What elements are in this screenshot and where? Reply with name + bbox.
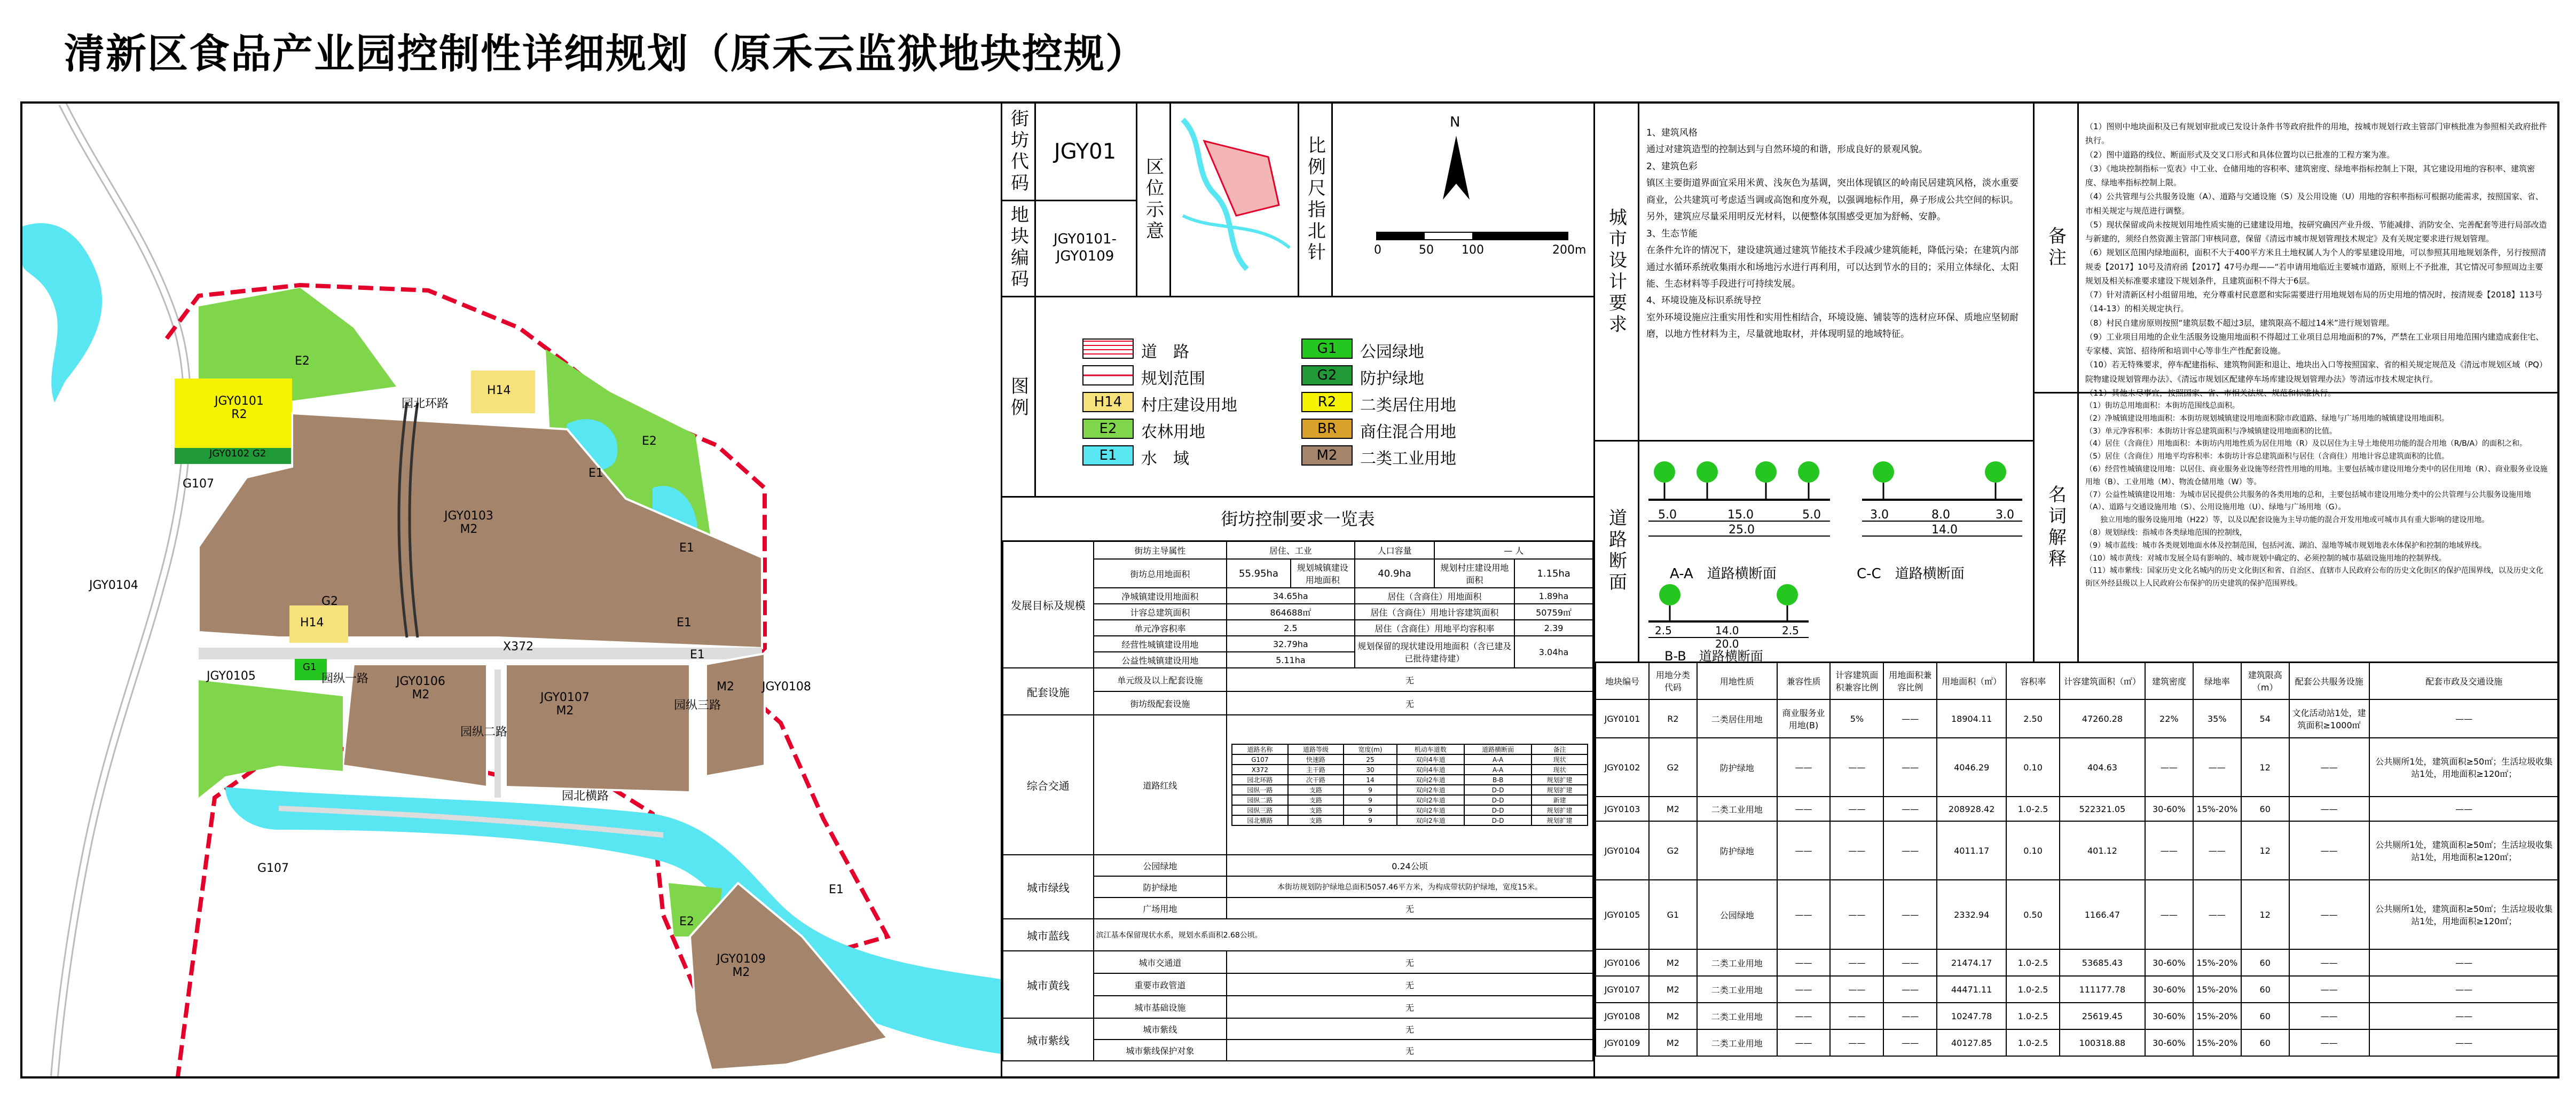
- legend-m2-swatch: M2: [1301, 445, 1353, 466]
- control-table-title: 街坊控制要求一览表: [1221, 509, 1375, 529]
- info-column: [1002, 104, 1593, 1076]
- section-cc-dim-3: 3.0: [1996, 508, 2014, 522]
- design-label: 城市设计要求: [1605, 208, 1627, 336]
- legend-h14-swatch: H14: [1082, 392, 1134, 412]
- table-row: JGY0105 G1 公园绿地 —— —— —— 2332.94 0.50 1166.47 —— —— 12 —— 公共厕所1处，建筑面积≥50㎡；生活垃圾收集站1处，用地面积≥120㎡；: [1596, 880, 2559, 949]
- zone-label-e1-d: E1: [829, 883, 844, 896]
- map-label-jgy0101: JGY0101 R2: [215, 395, 264, 421]
- road-label-x372: X372: [503, 640, 534, 654]
- index-header-row: 地块编号 用地分类代码 用地性质 兼容性质 计容建筑面积兼容比例 用地面积兼容比例 用地面积（㎡） 容积率 计容建筑面积（㎡） 建筑密度 绿地率 建筑限高（m） 配套公共服务设施 配套市政及交通设施: [1596, 662, 2559, 699]
- remarks-label: 备注: [2045, 226, 2067, 269]
- section-aa-dim-1: 5.0: [1658, 508, 1677, 522]
- land-use-map: [22, 104, 1001, 1076]
- legend-g1: 公园绿地: [1360, 343, 1424, 361]
- section-blue: 城市蓝线: [1003, 919, 1094, 951]
- section-aa-dim-2: 15.0: [1727, 508, 1754, 522]
- scale-tick-100: 100: [1462, 243, 1484, 257]
- section-cc-dim-2: 8.0: [1931, 508, 1950, 522]
- section-bb-dim-1: 2.5: [1655, 624, 1672, 637]
- north-label: N: [1450, 114, 1460, 130]
- section-goal: 发展目标及规模: [1003, 541, 1094, 668]
- section-bb-dim-2: 14.0: [1715, 624, 1739, 637]
- scale-tick-200: 200m: [1552, 243, 1587, 257]
- table-row: JGY0106 M2 二类工业用地 —— —— —— 21474.17 1.0-2.5 53685.43 30-60% 15%-20% 60 —— ——: [1596, 949, 2559, 976]
- legend-g2: 防护绿地: [1360, 369, 1424, 388]
- sections-label: 道路断面: [1605, 508, 1627, 594]
- section-bb-dim-3: 2.5: [1782, 624, 1799, 637]
- legend-e2: 农林用地: [1141, 423, 1205, 442]
- zone-label-g1: G1: [303, 662, 317, 673]
- legend-road: 道 路: [1141, 343, 1189, 361]
- scale-tick-50: 50: [1419, 243, 1434, 257]
- legend-br: 商住混合用地: [1360, 423, 1456, 442]
- river-lower: [225, 787, 1001, 1054]
- zone-label-e2-b: E2: [642, 435, 657, 448]
- legend-g2-swatch: G2: [1301, 365, 1353, 385]
- legend-g1-swatch: G1: [1301, 338, 1353, 359]
- section-cc-total: 14.0: [1931, 523, 1958, 537]
- legend-boundary-swatch: [1082, 365, 1134, 385]
- section-aa-total: 25.0: [1729, 523, 1755, 537]
- notes-area: [1595, 104, 2559, 1076]
- scale-label: 比例尺指北针: [1304, 136, 1326, 264]
- glossary-label: 名词解释: [2045, 485, 2067, 570]
- table-row: JGY0102 G2 防护绿地 —— —— —— 4046.29 0.10 404.63 —— —— 12 —— 公共厕所1处，建筑面积≥50㎡；生活垃圾收集站1处，用地面积≥120㎡；: [1596, 738, 2559, 797]
- table-row: JGY0107 M2 二类工业用地 —— —— —— 44471.11 1.0-2.5 111177.78 30-60% 15%-20% 60 —— ——: [1596, 976, 2559, 1003]
- legend-br-swatch: BR: [1301, 419, 1353, 439]
- section-aa-caption: A-A 道路横断面: [1670, 566, 1777, 582]
- map-label-jgy0103: JGY0103 M2: [444, 509, 493, 536]
- map-label-jgy0105: JGY0105: [207, 670, 256, 683]
- legend-h14: 村庄建设用地: [1141, 396, 1237, 415]
- section-bb-caption: B-B 道路横断面: [1664, 649, 1763, 664]
- zone-label-g2: G2: [321, 595, 339, 608]
- design-text: 1、建筑风格 通过对建筑造型的控制达到与自然环境的和谐，形成良好的景观风貌。 2、建筑色彩 镇区主要街道界面宜采用米黄、浅灰色为基调，突出体现镇区的岭南民居建筑风格，淡水重要商业，公共建筑可考虑适当调或高饱和度外观，以强调地标作用，鼻子形成公共空间的标识。另外，建筑应尽量采用明反光材料，以便整体氛围感受更加为舒畅、安静。 3、生态节能 在条件允许的情况下，建设建筑通过建筑节能技术手段减少建筑能耗，降低污染；在建筑内部通过水循环系统收集雨水和场地污水进行再利用，可以达到节水的目的；采用立体绿化、太阳能、生态材料等手段进行可持续发展。 4、环境设施及标识系统导控 室外环境设施应注重实用性和实用性相结合，环境设施、铺装等的选材应环保、质地应坚韧耐磨，以地方性材料为主，尽量就地取材，并体现明显的地域特征。: [1646, 128, 2019, 340]
- legend-boundary: 规划范围: [1141, 369, 1205, 388]
- section-cc: [1862, 451, 2022, 552]
- section-facility: 配套设施: [1003, 668, 1094, 715]
- block-code-label: 街坊代码: [1007, 109, 1029, 194]
- map-label-jgy0108: JGY0108: [762, 680, 811, 694]
- plot-index-table: [1595, 662, 2559, 1057]
- map-label-jgy0107: JGY0107 M2: [540, 691, 590, 718]
- page-title: 清新区食品产业园控制性详细规划（原禾云监狱地块控规）: [64, 30, 1147, 77]
- section-purple: 城市紫线: [1003, 1018, 1094, 1061]
- plot-code-label: 地块编码: [1007, 205, 1029, 290]
- road-label-yuanzong-1: 园纵一路: [321, 672, 369, 686]
- table-row: JGY0103 M2 二类工业用地 —— —— —— 208928.42 1.0-2.5 522321.05 30-60% 15%-20% 60 —— ——: [1596, 797, 2559, 821]
- legend-label: 图例: [1007, 376, 1029, 419]
- section-cc-caption: C-C 道路横断面: [1857, 566, 1965, 582]
- zone-label-e1-a: E1: [588, 467, 603, 480]
- zone-m2-jgy0107: [506, 664, 690, 792]
- road-label-yuanbei-huan: 园北环路: [402, 397, 449, 411]
- table-row: JGY0104 G2 防护绿地 —— —— —— 4011.17 0.10 401.12 —— —— 12 —— 公共厕所1处，建筑面积≥50㎡；生活垃圾收集站1处，用地面积≥120㎡；: [1596, 821, 2559, 880]
- drawing-frame: [20, 101, 2559, 1078]
- road-table: 道路名称 道路等级 宽度(m) 机动车道数 道路横断面 备注 G107 快速路 25 双向4车道 A-A 现状 X372 主干路 30 双向4车道 A-A 现状 园北环路 次干路 14 双向2车道 B-B 规划扩建 园纵一路 支路 9 双向2车道 D-D 规划扩建 园纵二路 支路 9 双向2车道 D-D 新建 园纵三路 支路 9 双向2车道 D-D 规划扩建 园北横路 支路 9 双向2车道 D-D 规划扩建: [1231, 744, 1588, 826]
- legend-road-swatch: [1082, 338, 1134, 359]
- section-green: 城市绿线: [1003, 855, 1094, 919]
- control-table: 发展目标及规模 街坊主导属性 居住、工业 人口容量 — 人 街坊总用地面积 55.95ha 规划城镇建设用地面积 40.9ha 规划村庄建设用地面积 1.15ha 净城镇建设用地面积 34.65ha 居住（含商住）用地面积 1.89ha 计容总建筑面积 864688㎡ 居住（含商住）用地计容建筑面积 50759㎡ 单元净容积率 2.5 居住（含商住）用地平均容积率 2.39 经营性城镇建设用地 32.79ha 规划保留的现状建设用地面积（含已建及已批待建待建） 3.04ha 公益性城镇建设用地 5.11ha 配套设施 单元级及以上配套设施 无 街坊级配套设施 无 综合交通 道路红线 道路名称 道路等级 宽度(m) 机动车道数 道路横断面 备注 G107 快速路 25 双向4车道 A-A 现状 X372 主干路 30 双向4车道 A-A 现状 园北环路 次干路 14 双向2车道 B-B 规划扩建 园纵一路 支路 9 双向2车道 D-D 规划扩建 园纵二路 支路 9 双向2车道 D-D 新建 园纵三路 支路 9 双向2车道 D-D 规划扩建 园北横路 支路 9 双向2车道 D-D 规划扩建 城市绿线 公园绿地 0.24公顷 防护绿地 本街坊规划防护绿地总面积5057.46平方米，为构成带状防护绿地，宽度15米。 广场用地 无 城市蓝线 滨江基本保留现状水系，规划水系面积2.68公顷。 城市黄线 城市交通道 无 重要市政管道 无 城市基础设施 无 城市紫线 城市紫线 无 城市紫线保护对象 无: [1002, 540, 1593, 1061]
- legend-m2: 二类工业用地: [1360, 450, 1456, 468]
- section-aa: [1648, 451, 1830, 552]
- zone-label-e1-c: E1: [677, 616, 692, 629]
- legend-e2-swatch: E2: [1082, 419, 1134, 439]
- section-bb-total: 20.0: [1715, 637, 1739, 650]
- location-map: [1172, 109, 1295, 290]
- zone-label-e2-a: E2: [295, 355, 310, 368]
- zone-label-h14-b: H14: [300, 616, 324, 629]
- legend-e1-swatch: E1: [1082, 445, 1134, 466]
- road-label-yuanbei-heng: 园北横路: [562, 790, 609, 803]
- map-label-m2-0108: M2: [717, 680, 734, 694]
- table-row: JGY0109 M2 二类工业用地 —— —— —— 40127.85 1.0-2.5 100318.88 30-60% 15%-20% 60 —— ——: [1596, 1029, 2559, 1056]
- section-cc-dim-1: 3.0: [1870, 508, 1889, 522]
- glossary-text: （1）街坊总用地面积：本街坊范围线总面积。 （2）净城镇建设用地面积：本街坊规划城镇建设用地面积除市政道路、绿地与广场用地的城镇建设用地面积。 （3）单元净容积率：本街坊计容总建筑面积与净城镇建设用地面积的比值。 （4）居住（含商住）用地面积：本街坊内用地性质为居住用地（R）及以居住为主导土地使用功能的混合用地（R/B/A）的面积之和。 （5）居住（含商住）用地平均容积率：本街坊计容总建筑面积与居住（含商住）用地计容总建筑面积的比值。 （6）经营性城镇建设用地：以居住、商业服务业设施等经营性用地的用地。主要包括城市建设用地分类中的居住用地（R）、商业服务业设施用地（B）、工业用地（M）、物流仓储用地（W）等。 （7）公益性城镇建设用地：为城市居民提供公共服务的各类用地的总和，主要包括城市建设用地分类中的公共管理与公共服务设施用地（A）、道路与交通设施用地（S）、公用设施用地（U）、绿地与广场用地（G）。 独立用地的服务设施用地（H22）等，以及以配套设施为主导功能的混合开发用地或可城市具有重大影响的建设用地。 （8）规划绿线：指城市各类绿地范围的控制线， （9）城市蓝线：城市各类规划地面水体及控制范围，包括河流、湖泊、湿地等城市规划地表水体保护和控制的地域界线。 （10）城市黄线：对城市发展全局有影响的、城市规划中确定的、必须控制的城市基础设施用地的控制界线。 （11）城市紫线：国家历史文化名城内的历史文化街区和省、自治区、直辖市人民政府公布的历史文化街区的保护范围界线，以及历史文化街区外经县级以上人民政府公布保护的历史建筑的保护范围界线。: [2085, 401, 2548, 588]
- block-code-value: JGY01: [1054, 139, 1117, 164]
- road-label-g107-b: G107: [257, 862, 289, 875]
- map-label-jgy0106: JGY0106 M2: [396, 675, 445, 702]
- scale-bar: [1376, 232, 1568, 240]
- remarks-text: （1）图则中地块面积及已有规划审批或已发设计条件书等政府批件的用地，按城市规划行政主管部门审核批准为参照相关政府批件执行。 （2）图中道路的线位、断面形式及交叉口形式和具体位置均以已批准的工程方案为准。 （3）《地块控制指标一览表》中工业、仓储用地的容积率、建筑密度、绿地率指标控制上下限，其它建设用地的容积率、建筑密度、绿地率指标控制上限。 （4）公共管理与公共服务设施（A）、道路与交通设施（S）及公用设施（U）用地的容积率指标可根据功能需求，按照国家、省、市相关规定与规范进行调整。 （5）现状保留或尚未按规划用地性质实施的已建建设用地，按研究确因产业升级、节能减排、消防安全、完善配套等进行局部改造与新建的，须经自然资源主管部门审核同意，保留《清远市城市规划管理技术规定》及有关规定要求进行规划管理。 （6）规划区范围内绿地面积，面积不大于400平方米且土地权属人为个人的零星建设用地，可以参照其用地规划条件，另行按照清规委【2017】10号及清府函【2017】47号办理——“若申请用地临近主要城市道路，原则上不予批准，其它情况可参照周边主要规划及相关标准要求建设下规划条件，且建筑面积不得大于6层。 （7）针对清新区村小组留用地，充分尊重村民意愿和实际需要进行用地规划布局的历史用地的情况时，按清规委【2018】113号（14-13）的相关规定执行。 （8）村民自建房原则按照“建筑层数不超过3层，建筑限高不超过14米”进行规划管理。 （9）工业项目用地的企业生活服务设施用地面积不得超过工业项目总用地面积的7%，严禁在工业项目用地范围内建造成套住宅、专家楼、宾馆、招待所和培训中心等非生产性配套设施。 （10）若无特殊要求，停车配建指标、建筑物间距和退让、地块出入口等按照国家、省的相关规定规范及《清远市规划区域（PQ）院物建设规划管理办法》、《清远市规划区配建停车场库建设规划管理办法》等清远市技术规定执行。 （11）其他未尽事宜，按照国家、省、市相关法规、规范和标准执行。: [2085, 122, 2547, 398]
- zone-label-h14-a: H14: [487, 384, 511, 397]
- scale-tick-0: 0: [1374, 243, 1381, 257]
- legend-r2-swatch: R2: [1301, 392, 1353, 412]
- section-yellow: 城市黄线: [1003, 951, 1094, 1018]
- map-label-jgy0102: JGY0102 G2: [209, 448, 266, 459]
- table-row: JGY0101 R2 二类居住用地 商业服务业用地(B) 5% —— 18904.11 2.50 47260.28 22% 35% 54 文化活动站1处，建筑面积≥1000㎡ ——: [1596, 699, 2559, 738]
- zone-label-e2-c: E2: [679, 915, 694, 928]
- location-label: 区位示意: [1142, 157, 1164, 242]
- road-label-g107-a: G107: [183, 477, 215, 491]
- section-aa-dim-3: 5.0: [1802, 508, 1821, 522]
- road-label-yuanzong-3: 园纵三路: [674, 699, 721, 712]
- zone-label-e1-b: E1: [679, 541, 694, 555]
- legend-e1: 水 域: [1141, 450, 1189, 468]
- plot-code-value: JGY0101- JGY0109: [1054, 231, 1117, 264]
- map-panel: [22, 104, 1001, 1076]
- legend-r2: 二类居住用地: [1360, 396, 1456, 415]
- river-upper-left: [22, 223, 102, 403]
- zone-m2-jgy0108: [706, 654, 765, 776]
- map-label-jgy0109: JGY0109 M2: [717, 952, 766, 979]
- table-row: JGY0108 M2 二类工业用地 —— —— —— 10247.78 1.0-2.5 25619.45 30-60% 15%-20% 60 —— ——: [1596, 1003, 2559, 1029]
- road-label-yuanzong-2: 园纵二路: [460, 726, 508, 739]
- map-label-jgy0104: JGY0104: [89, 579, 138, 592]
- zone-label-e1-e: E1: [690, 648, 705, 662]
- section-traffic: 综合交通: [1003, 715, 1094, 855]
